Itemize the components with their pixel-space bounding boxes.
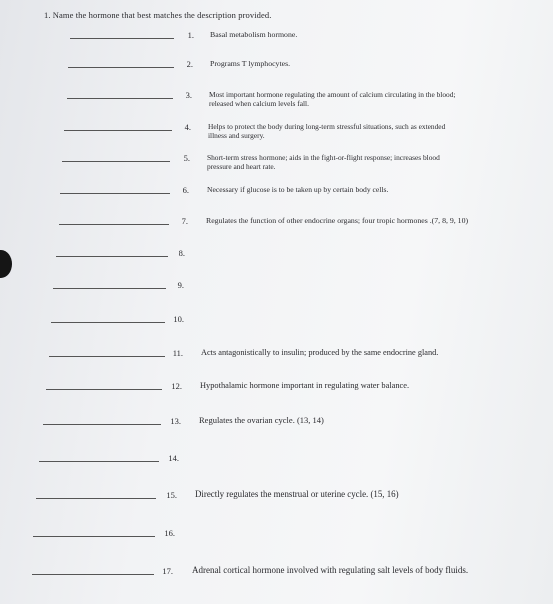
- question-row: [0, 185, 553, 199]
- question-number: 17.: [162, 566, 173, 576]
- answer-blank[interactable]: [39, 461, 159, 462]
- answer-blank[interactable]: [68, 67, 174, 68]
- question-description: Helps to protect the body during long-term stressful situations, such as extended: [208, 122, 446, 131]
- question-row: [0, 153, 553, 171]
- question-row: [0, 314, 553, 328]
- answer-blank[interactable]: [62, 161, 170, 162]
- worksheet-instruction: 1. Name the hormone that best matches the description provided.: [44, 10, 272, 20]
- answer-blank[interactable]: [64, 130, 172, 131]
- answer-blank[interactable]: [59, 224, 169, 225]
- question-description-continued: released when calcium levels fall.: [209, 99, 309, 108]
- question-row: [0, 416, 553, 430]
- answer-blank[interactable]: [70, 38, 174, 39]
- answer-blank[interactable]: [46, 389, 162, 390]
- question-row: [0, 528, 553, 542]
- question-description: Regulates the function of other endocrine organs; four tropic hormones .(7, 8, 9, 10): [206, 216, 469, 225]
- answer-blank[interactable]: [60, 193, 170, 194]
- question-number: 1.: [187, 30, 194, 40]
- question-number: 5.: [183, 153, 190, 163]
- answer-blank[interactable]: [67, 98, 173, 99]
- answer-blank[interactable]: [51, 322, 165, 323]
- question-description: Hypothalamic hormone important in regulating water balance.: [200, 381, 410, 390]
- question-description: Most important hormone regulating the amount of calcium circulating in the blood;: [209, 90, 456, 99]
- answer-blank[interactable]: [53, 288, 166, 289]
- question-row: [0, 248, 553, 262]
- question-description: Adrenal cortical hormone involved with regulating salt levels of body fluids.: [192, 565, 469, 575]
- question-number: 8.: [178, 248, 185, 258]
- question-number: 15.: [166, 490, 177, 500]
- question-number: 4.: [184, 122, 191, 132]
- question-number: 16.: [164, 528, 175, 538]
- question-description: Programs T lymphocytes.: [210, 59, 291, 68]
- question-number: 10.: [173, 314, 184, 324]
- question-row: [0, 122, 553, 140]
- answer-blank[interactable]: [56, 256, 168, 257]
- question-description: Basal metabolism hormone.: [210, 30, 298, 39]
- question-description: Regulates the ovarian cycle. (13, 14): [199, 415, 324, 425]
- question-description-continued: pressure and heart rate.: [207, 162, 276, 171]
- question-row: [0, 216, 553, 230]
- answer-blank[interactable]: [32, 574, 154, 575]
- question-number: 2.: [186, 59, 193, 69]
- question-row: [0, 280, 553, 294]
- question-row: [0, 381, 553, 395]
- question-row: [0, 348, 553, 362]
- question-number: 3.: [185, 90, 192, 100]
- answer-blank[interactable]: [33, 536, 155, 537]
- question-row: [0, 59, 553, 73]
- question-row: [0, 490, 553, 504]
- question-number: 12.: [171, 381, 182, 391]
- question-description: Short-term stress hormone; aids in the fight-or-flight response; increases blood: [207, 153, 440, 162]
- question-number: 6.: [182, 185, 189, 195]
- question-description: Directly regulates the menstrual or uterine cycle. (15, 16): [195, 489, 399, 499]
- question-number: 13.: [170, 416, 181, 426]
- answer-blank[interactable]: [43, 424, 161, 425]
- answer-blank[interactable]: [36, 498, 156, 499]
- question-number: 7.: [181, 216, 188, 226]
- question-number: 11.: [172, 348, 183, 358]
- question-row: [0, 566, 553, 580]
- question-number: 14.: [168, 453, 179, 463]
- question-row: [0, 90, 553, 108]
- question-description: Acts antagonistically to insulin; produced by the same endocrine gland.: [201, 348, 439, 357]
- question-description: Necessary if glucose is to be taken up by certain body cells.: [207, 185, 389, 194]
- question-number: 9.: [177, 280, 184, 290]
- answer-blank[interactable]: [49, 356, 165, 357]
- question-row: [0, 30, 553, 44]
- question-description-continued: illness and surgery.: [208, 131, 265, 140]
- question-row: [0, 453, 553, 467]
